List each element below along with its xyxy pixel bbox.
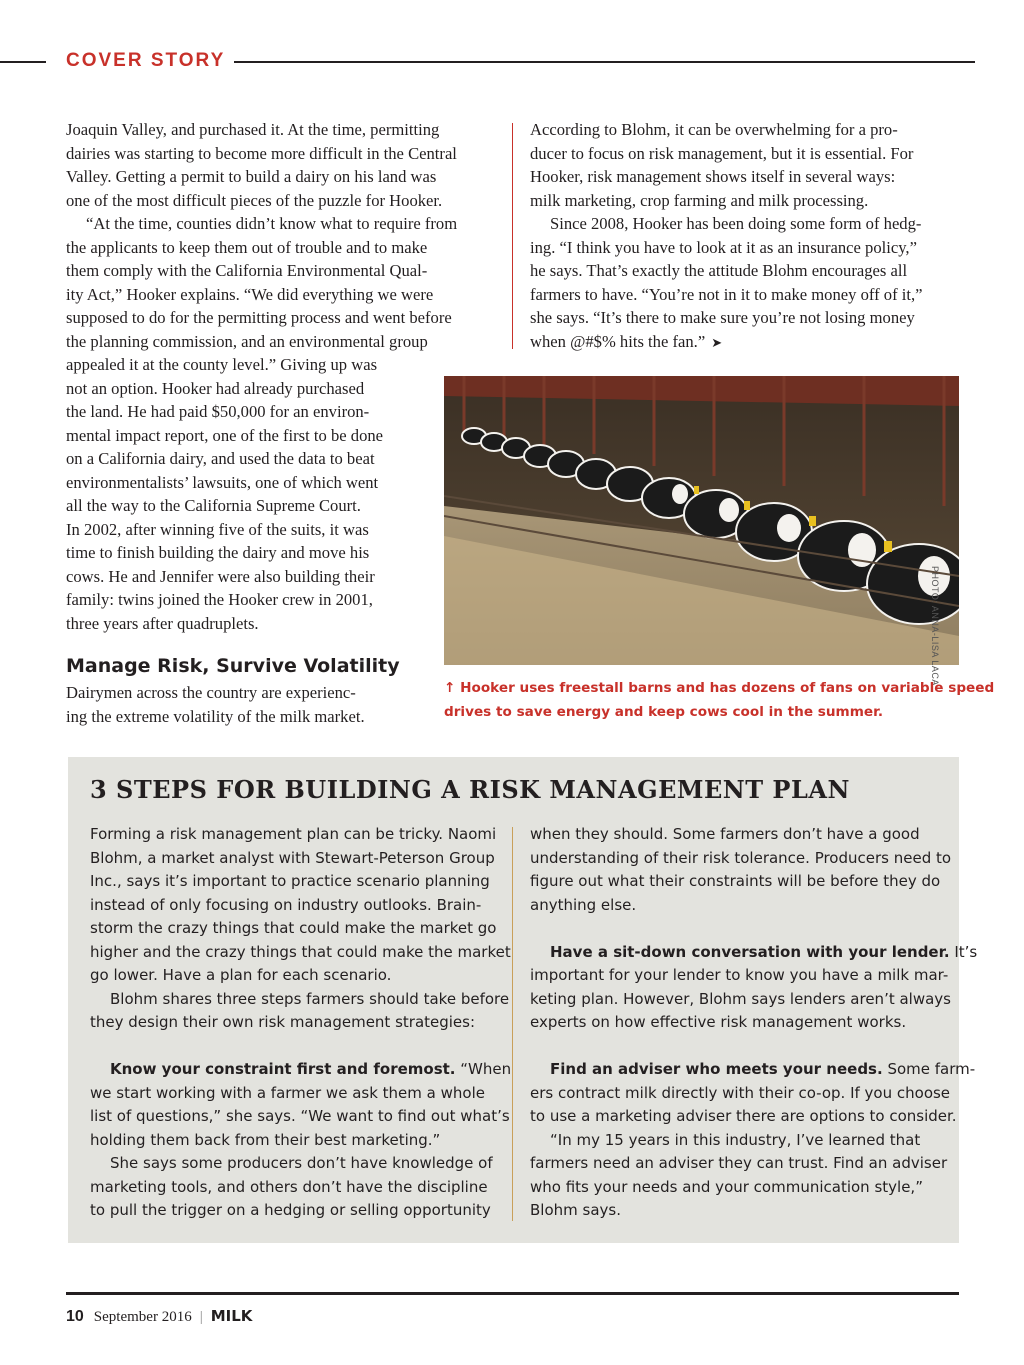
left-column <box>66 118 457 635</box>
page-number: 10 <box>66 1308 84 1325</box>
subsection-line: Dairymen across the country are experienc- <box>66 683 356 702</box>
sidebar-line: She says some producers don’t have knowledge of <box>110 1154 493 1172</box>
step-title: Find an adviser who meets your needs. <box>550 1060 883 1078</box>
column-divider <box>512 123 513 349</box>
sidebar-line: when they should. Some farmers don’t have a good <box>530 825 920 843</box>
body-line: she says. “It’s there to make sure you’re not losing money <box>530 308 915 327</box>
body-line: he says. That’s exactly the attitude Blohm encourages all <box>530 261 908 280</box>
up-arrow-icon: ↑ <box>444 680 456 696</box>
body-line: the land. He had paid $50,000 for an environ- <box>66 402 370 421</box>
footer <box>66 1307 252 1326</box>
step-lead-line <box>90 1058 511 1082</box>
issue-date: September 2016 <box>93 1309 192 1325</box>
caption-line-1: Hooker uses freestall barns and has dozens of fans on variable speed <box>460 680 995 696</box>
step-lead-line <box>530 1058 977 1082</box>
body-line: one of the most difficult pieces of the puzzle for Hooker. <box>66 190 443 210</box>
body-line: appealed it at the county level.” Giving up was <box>66 355 378 374</box>
sidebar-line: farmers need an adviser they can trust. Find an adviser <box>530 1154 948 1172</box>
right-column <box>530 118 922 353</box>
body-line: In 2002, after winning five of the suits, it was <box>66 519 369 539</box>
body-line <box>530 330 922 354</box>
body-line: Hooker, risk management shows itself in several ways: <box>530 167 896 186</box>
body-line: mental impact report, one of the first to be done <box>66 425 384 445</box>
body-line: environmentalists’ lawsuits, one of which went <box>66 472 379 492</box>
caption-line-2: drives to save energy and keep cows cool in the summer. <box>444 703 884 720</box>
sidebar-line: figure out what their constraints will be before they do <box>530 872 941 890</box>
sidebar-left-column <box>90 823 511 1223</box>
sidebar-title: 3 STEPS FOR BUILDING A RISK MANAGEMENT PLAN <box>90 775 850 804</box>
body-line: milk marketing, crop farming and milk processing. <box>530 190 869 210</box>
subsection-heading: Manage Risk, Survive Volatility <box>66 655 400 677</box>
body-line: Joaquin Valley, and purchased it. At the time, permitting <box>66 120 440 139</box>
sidebar-line: Blohm says. <box>530 1201 621 1219</box>
end-mark-icon: ➤ <box>711 334 723 350</box>
barn-illustration <box>444 376 959 665</box>
sidebar-line: list of questions,” she says. “We want to find out what’s <box>90 1107 510 1125</box>
body-line: ity Act,” Hooker explains. “We did everything we were <box>66 284 434 304</box>
body-line: ing. “I think you have to look at it as an insurance policy,” <box>530 237 917 257</box>
paragraph-gap <box>530 1035 977 1059</box>
sidebar-right-column <box>530 823 977 1223</box>
body-line: three years after quadruplets. <box>66 613 259 633</box>
sidebar-line: important for your lender to know you have a milk mar- <box>530 966 949 984</box>
body-text: when @#$% hits the fan.” <box>530 331 706 351</box>
body-line: Valley. Getting a permit to build a dairy on his land was <box>66 167 437 186</box>
body-line: family: twins joined the Hooker crew in 2001, <box>66 590 373 609</box>
step-text: Some farm- <box>882 1060 976 1078</box>
step-lead-line <box>530 941 977 965</box>
sidebar-line: go lower. Have a plan for each scenario. <box>90 966 392 984</box>
body-line: dairies was starting to become more difficult in the Central <box>66 143 457 163</box>
body-line: on a California dairy, and used the data to beat <box>66 449 375 468</box>
sidebar-line: anything else. <box>530 895 637 914</box>
sidebar-line: keting plan. However, Blohm says lenders aren’t always <box>530 989 951 1008</box>
body-line: the planning commission, and an environmental group <box>66 331 428 351</box>
sidebar-line: storm the crazy things that could make the market go <box>90 919 497 937</box>
sidebar-box <box>68 757 978 1243</box>
sidebar-line: “In my 15 years in this industry, I’ve learned that <box>550 1130 921 1149</box>
footer-rule <box>66 1292 959 1295</box>
sidebar-line: holding them back from their best marketing.” <box>90 1130 441 1149</box>
sidebar-line: to use a marketing adviser there are options to consider. <box>530 1107 957 1125</box>
sidebar-line: Blohm shares three steps farmers should take before <box>110 989 510 1008</box>
sidebar-line: to pull the trigger on a hedging or selling opportunity <box>90 1201 491 1219</box>
photo-credit: PHOTO: ANNA-LISA LACA <box>930 566 940 686</box>
body-line: not an option. Hooker had already purchased <box>66 378 365 398</box>
body-line: farmers to have. “You’re not in it to make money off of it,” <box>530 284 923 304</box>
section-label: COVER STORY <box>66 50 226 71</box>
sidebar-line: understanding of their risk tolerance. Producers need to <box>530 848 952 867</box>
footer-separator: | <box>199 1309 203 1325</box>
body-line: them comply with the California Environmental Qual- <box>66 261 428 280</box>
body-line: cows. He and Jennifer were also building their <box>66 566 375 586</box>
sidebar-line: Inc., says it’s important to practice scenario planning <box>90 872 490 890</box>
sidebar-line: we start working with a farmer we ask them a whole <box>90 1083 485 1102</box>
paragraph-gap <box>90 1035 511 1059</box>
cows-photo <box>444 376 959 665</box>
sidebar-line: Forming a risk management plan can be tricky. Naomi <box>90 825 497 843</box>
subsection-body <box>66 681 365 728</box>
body-line: all the way to the California Supreme Court. <box>66 496 361 515</box>
subsection-line: ing the extreme volatility of the milk market. <box>66 706 365 726</box>
step-title: Have a sit-down conversation with your lender. <box>550 942 950 961</box>
step-text: It’s <box>949 942 978 961</box>
sidebar-line: instead of only focusing on industry outlooks. Brain- <box>90 895 482 914</box>
sidebar-line: experts on how effective risk management works. <box>530 1013 907 1031</box>
body-line: the applicants to keep them out of trouble and to make <box>66 237 428 257</box>
sidebar-line: higher and the crazy things that could make the market <box>90 942 511 961</box>
body-line: “At the time, counties didn’t know what to require from <box>86 214 458 233</box>
body-line: According to Blohm, it can be overwhelming for a pro- <box>530 120 898 139</box>
sidebar-divider <box>512 827 513 1221</box>
body-line: Since 2008, Hooker has been doing some form of hedg- <box>550 214 922 233</box>
magazine-name: MILK <box>210 1307 253 1325</box>
paragraph-gap <box>530 917 977 941</box>
header-rule-right <box>234 61 975 63</box>
photo-caption <box>444 676 994 723</box>
step-title: Know your constraint first and foremost. <box>110 1060 456 1078</box>
header-rule-left <box>0 61 46 63</box>
body-line: supposed to do for the permitting process and went before <box>66 308 452 327</box>
sidebar-line: Blohm, a market analyst with Stewart-Peterson Group <box>90 848 495 867</box>
sidebar-line: ers contract milk directly with their co-op. If you choose <box>530 1083 951 1102</box>
sidebar-line: marketing tools, and others don’t have the discipline <box>90 1177 488 1196</box>
body-line: time to finish building the dairy and move his <box>66 543 370 562</box>
body-line: ducer to focus on risk management, but it is essential. For <box>530 143 914 163</box>
step-text: “When <box>455 1060 512 1078</box>
sidebar-line: who fits your needs and your communication style,” <box>530 1177 923 1196</box>
sidebar-line: they design their own risk management strategies: <box>90 1013 476 1031</box>
